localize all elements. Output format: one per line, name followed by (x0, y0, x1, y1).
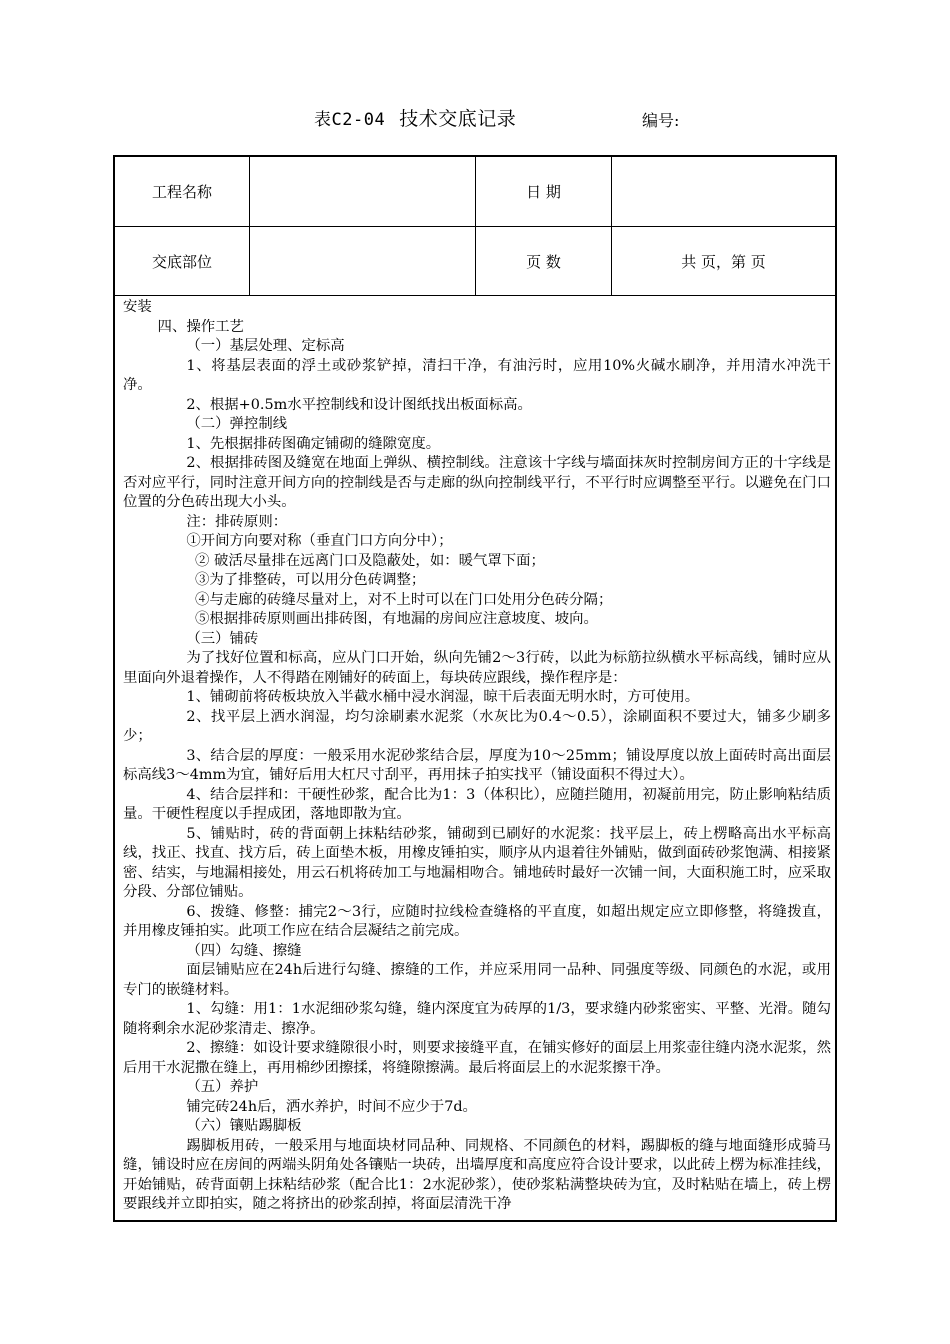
content-paragraph: 面层铺贴应在24h后进行勾缝、擦缝的工作，并应采用同一品种、同强度等级、同颜色的水泥，或用专门的嵌缝材料。 (123, 962, 831, 998)
disclosure-record-sheet (113, 155, 837, 1222)
disclosure-content (123, 298, 831, 1220)
content-paragraph: 2、根据+0.5m水平控制线和设计图纸找出板面标高。 (186, 396, 532, 413)
content-paragraph: 2、擦缝：如设计要求缝隙很小时，则要求接缝平直，在铺实修好的面层上用浆壶往缝内浇水泥浆，然后用干水泥撒在缝上，再用棉纱团擦揉，将缝隙擦满。最后将面层上的水泥浆擦干净。 (123, 1040, 831, 1076)
location-label: 交底部位 (115, 227, 250, 295)
content-paragraph: 4、结合层拌和：干硬性砂浆，配合比为1：3（体积比），应随拦随用，初凝前用完，防止影响粘结质量。干硬性程度以手捏成团，落地即散为宜。 (123, 786, 831, 822)
content-paragraph: ⑤根据排砖原则画出排砖图，有地漏的房间应注意坡度、坡向。 (195, 611, 598, 627)
info-row-project (115, 157, 835, 227)
form-title: 技术交底记录 (399, 108, 517, 130)
content-paragraph: （六）镶贴踢脚板 (186, 1118, 302, 1134)
serial-number-label: 编号: (642, 111, 680, 130)
content-paragraph: 6、拨缝、修整：捕完2～3行，应随时拉线检查缝格的平直度，如超出规定应立即修整，将缝拨直，并用橡皮锤拍实。此项工作应在结合层凝结之前完成。 (123, 903, 831, 939)
content-paragraph: （一）基层处理、定标高 (186, 338, 345, 354)
content-paragraph: 2、根据排砖图及缝宽在地面上弹纵、横控制线。注意该十字线与墙面抹灰时控制房间方正的十字线是否对应平行，同时注意开间方向的控制线是否与走廊的纵向控制线平行，不平行时应调整至平行。以避免在门口位置的分色砖出现大小头。 (123, 455, 831, 510)
pages-label: 页 数 (476, 227, 612, 295)
info-row-location (115, 227, 835, 296)
content-paragraph: ①开间方向要对称（垂直门口方向分中）； (186, 533, 453, 549)
content-paragraph: 踢脚板用砖，一般采用与地面块材同品种、同规格、不同颜色的材料，踢脚板的缝与地面缝形成骑马缝，铺设时应在房间的两端头阴角处各镶贴一块砖，出墙厚度和高度应符合设计要求，以此砖上楞为标准挂线，开始铺贴，砖背面朝上抹粘结砂浆（配合比1：2水泥砂浆），使砂浆粘满整块砖为宜，及时粘贴在墙上，砖上楞要跟线并立即拍实，随之将挤出的砂浆刮掉，将面层清洗干净 (123, 1137, 831, 1212)
content-paragraph: 2、找平层上洒水润湿，均匀涂刷素水泥浆（水灰比为0.4～0.5），涂刷面积不要过大，铺多少刷多少； (123, 708, 831, 744)
content-paragraph: 为了找好位置和标高，应从门口开始，纵向先铺2～3行砖，以此为标筋拉纵横水平标高线，铺时应从里面向外退着操作，人不得踏在刚铺好的砖面上，每块砖应跟线，操作程序是： (123, 650, 831, 686)
form-code: 表C2-04 (314, 110, 386, 130)
content-paragraph: 1、勾缝：用1：1水泥细砂浆勾缝，缝内深度宜为砖厚的1/3，要求缝内砂浆密实、平整、光滑。随勾随将剩余水泥砂浆清走、擦净。 (123, 1001, 831, 1037)
content-paragraph: 注：排砖原则： (186, 513, 288, 530)
content-paragraph: 1、铺砌前将砖板块放入半截水桶中浸水润湿，晾干后表面无明水时，方可使用。 (186, 689, 700, 705)
content-paragraph: （二）弹控制线 (186, 416, 288, 432)
content-paragraph: ④与走廊的砖缝尽量对上，对不上时可以在门口处用分色砖分隔； (195, 591, 613, 608)
content-paragraph: 安装 (123, 299, 152, 315)
pages-value: 共 页，第 页 (681, 252, 766, 271)
project-name-label: 工程名称 (115, 157, 250, 226)
content-paragraph: （三）铺砖 (186, 630, 259, 647)
content-paragraph: （五）养护 (186, 1079, 259, 1095)
content-paragraph: ③为了排整砖，可以用分色砖调整； (195, 572, 426, 588)
content-paragraph: 5、铺贴时，砖的背面朝上抹粘结砂浆，铺砌到已刷好的水泥浆：找平层上，砖上楞略高出水平标高线，找正、找直、找方后，砖上面垫木板，用橡皮锤拍实，顺序从内退着往外铺贴，做到面砖砂浆饱满、相接紧密、结实，与地漏相接处，用云石机将砖加工与地漏相吻合。铺地砖时最好一次铺一间，大面积施工时，应采取分段、分部位铺贴。 (123, 825, 831, 900)
date-label: 日 期 (476, 157, 612, 226)
project-name-value[interactable] (250, 157, 476, 226)
location-value[interactable] (250, 227, 476, 295)
content-paragraph: （四）勾缝、擦缝 (186, 942, 302, 959)
content-paragraph: ② 破活尽量排在远离门口及隐蔽处，如：暖气罩下面； (195, 552, 545, 569)
content-paragraph: 1、将基层表面的浮土或砂浆铲掉，清扫干净，有油污时，应用10%火碱水刷净，并用清水冲洗干净。 (123, 357, 831, 393)
date-value[interactable] (612, 157, 835, 226)
page-title (314, 104, 516, 131)
content-paragraph: 1、先根据排砖图确定铺砌的缝隙宽度。 (186, 435, 441, 452)
content-paragraph: 3、结合层的厚度：一般采用水泥砂浆结合层，厚度为10～25mm；铺设厚度以放上面砖时高出面层标高线3～4mm为宜，铺好后用大杠尺寸刮平，再用抹子拍实找平（铺设面积不得过大）。 (123, 747, 831, 783)
title-row (0, 104, 950, 134)
content-paragraph: 铺完砖24h后，洒水养护，时间不应少于7d。 (186, 1098, 477, 1115)
content-paragraph: 四、操作工艺 (157, 318, 244, 335)
